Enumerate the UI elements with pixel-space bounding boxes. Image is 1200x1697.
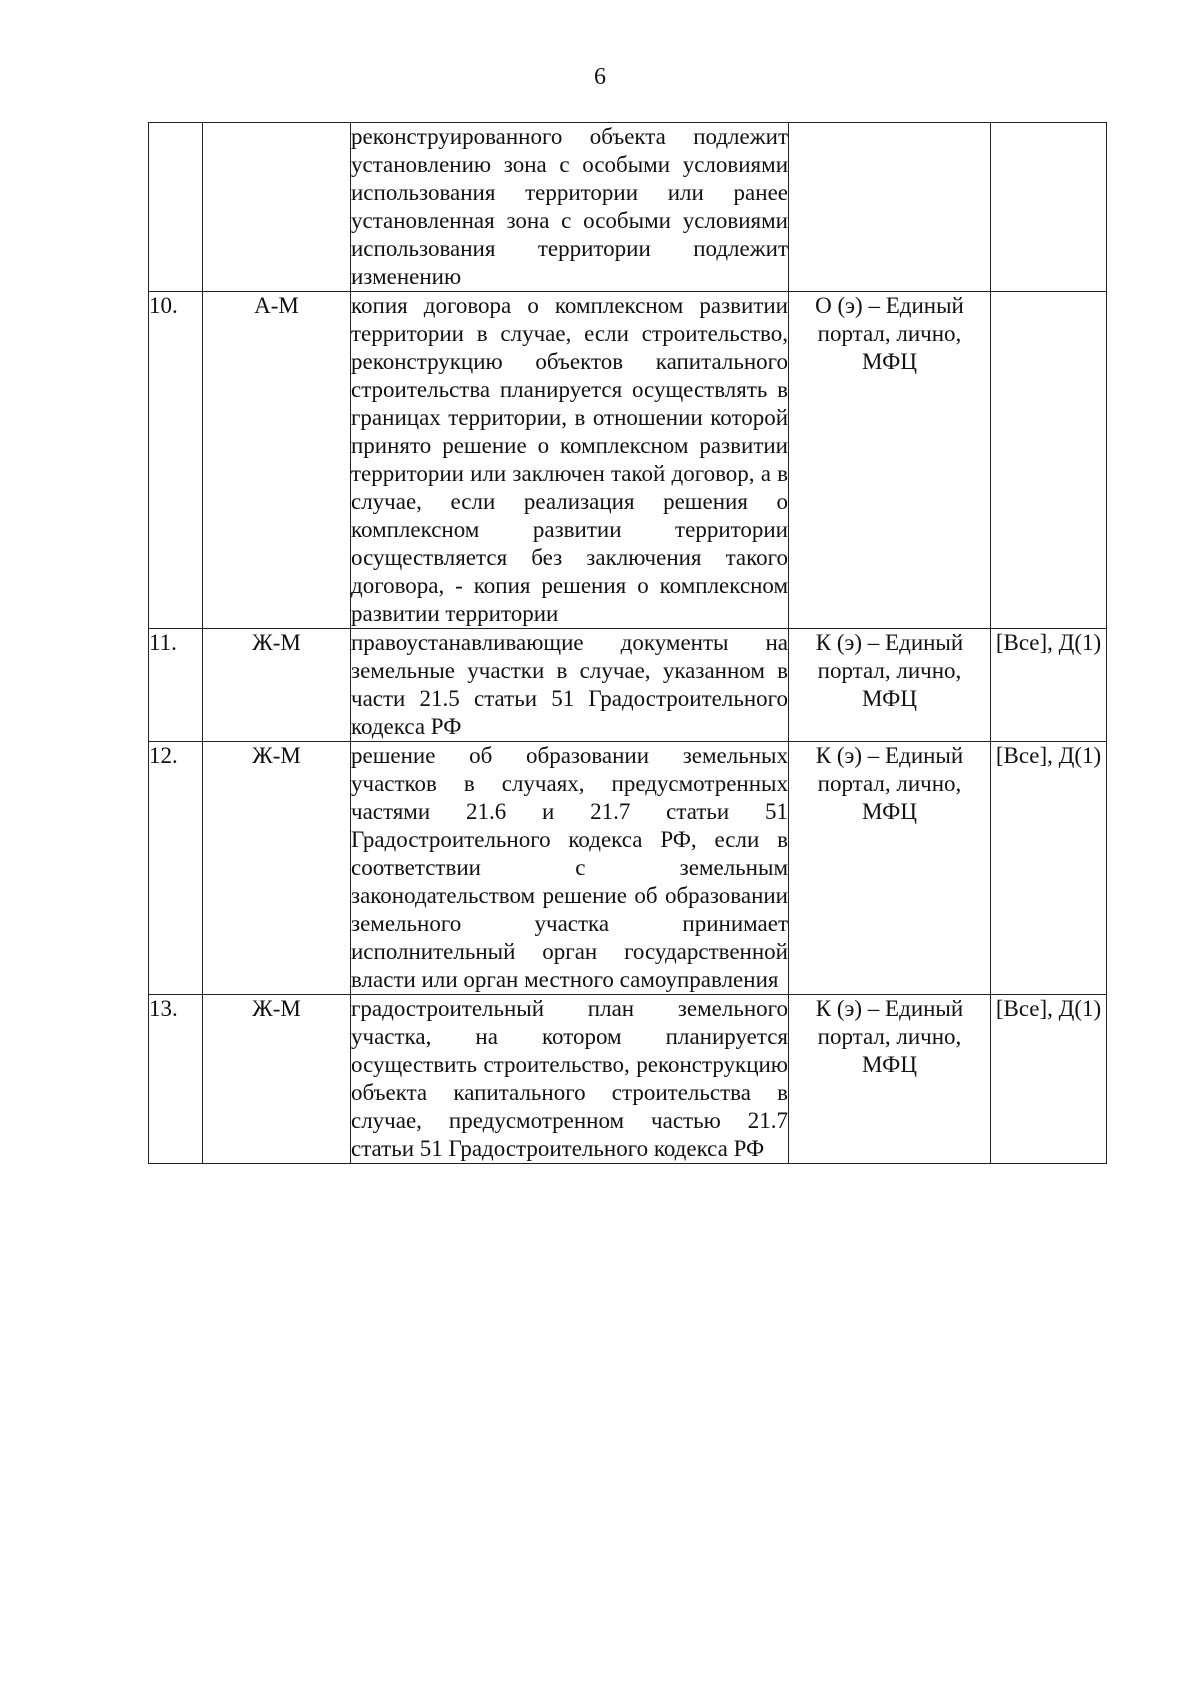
- row-description-cell: [351, 629, 789, 742]
- row-code-cell: Ж-М: [203, 629, 351, 742]
- row-form-cell: К (э) – Единый портал, лично, МФЦ: [789, 995, 991, 1164]
- row-note-cell: [Все], Д(1): [991, 629, 1107, 742]
- row-form-cell: К (э) – Единый портал, лично, МФЦ: [789, 742, 991, 995]
- table-row: [149, 995, 1107, 1164]
- row-form-cell: К (э) – Единый портал, лично, МФЦ: [789, 629, 991, 742]
- row-number-cell: 10.: [149, 292, 203, 629]
- table-row: [149, 742, 1107, 995]
- row-code-cell: Ж-М: [203, 742, 351, 995]
- row-number-cell: 11.: [149, 629, 203, 742]
- row-description-text: правоустанавливающие документы на земельные участки в случае, указанном в части 21.5 статьи 51 Градостроительного кодекса РФ: [351, 630, 788, 739]
- row-number-cell: [149, 123, 203, 292]
- table-row: [149, 629, 1107, 742]
- row-description-text: копия договора о комплексном развитии территории в случае, если строительство, реконструкцию объектов капитального строительства планируется осуществлять в границах территории, в отношении которой принято решение о комплексном развитии территории или заключен такой договор, а в случае, если реализация решения о комплексном развитии территории осуществляется без заключения такого договора, - копия решения о комплексном развитии территории: [351, 293, 788, 626]
- table-row: [149, 292, 1107, 629]
- row-code-cell: Ж-М: [203, 995, 351, 1164]
- row-note-cell: [Все], Д(1): [991, 742, 1107, 995]
- row-number-cell: 13.: [149, 995, 203, 1164]
- document-table: [148, 122, 1107, 1164]
- row-description-cell: [351, 995, 789, 1164]
- row-description-cell: [351, 123, 789, 292]
- row-note-cell: [Все], Д(1): [991, 995, 1107, 1164]
- row-form-cell: [789, 123, 991, 292]
- row-note-cell: [991, 123, 1107, 292]
- row-description-text: решение об образовании земельных участков в случаях, предусмотренных частями 21.6 и 21.7 статьи 51 Градостроительного кодекса РФ, если в соответствии с земельным законодательством решение об образовании земельного участка принимает исполнительный орган государственной власти или орган местного самоуправления: [351, 743, 788, 992]
- row-note-cell: [991, 292, 1107, 629]
- table-row: [149, 123, 1107, 292]
- row-number-cell: 12.: [149, 742, 203, 995]
- row-description-text: реконструированного объекта подлежит установлению зона с особыми условиями использования территории или ранее установленная зона с особыми условиями использования территории подлежит изменению: [351, 124, 788, 289]
- row-code-cell: [203, 123, 351, 292]
- page-number: 6: [594, 64, 606, 90]
- row-code-cell: А-М: [203, 292, 351, 629]
- row-description-text: градостроительный план земельного участка, на котором планируется осуществить строительство, реконструкцию объекта капитального строительства в случае, предусмотренном частью 21.7 статьи 51 Градостроительного кодекса РФ: [351, 996, 788, 1161]
- row-form-cell: О (э) – Единый портал, лично, МФЦ: [789, 292, 991, 629]
- row-description-cell: [351, 742, 789, 995]
- row-description-cell: [351, 292, 789, 629]
